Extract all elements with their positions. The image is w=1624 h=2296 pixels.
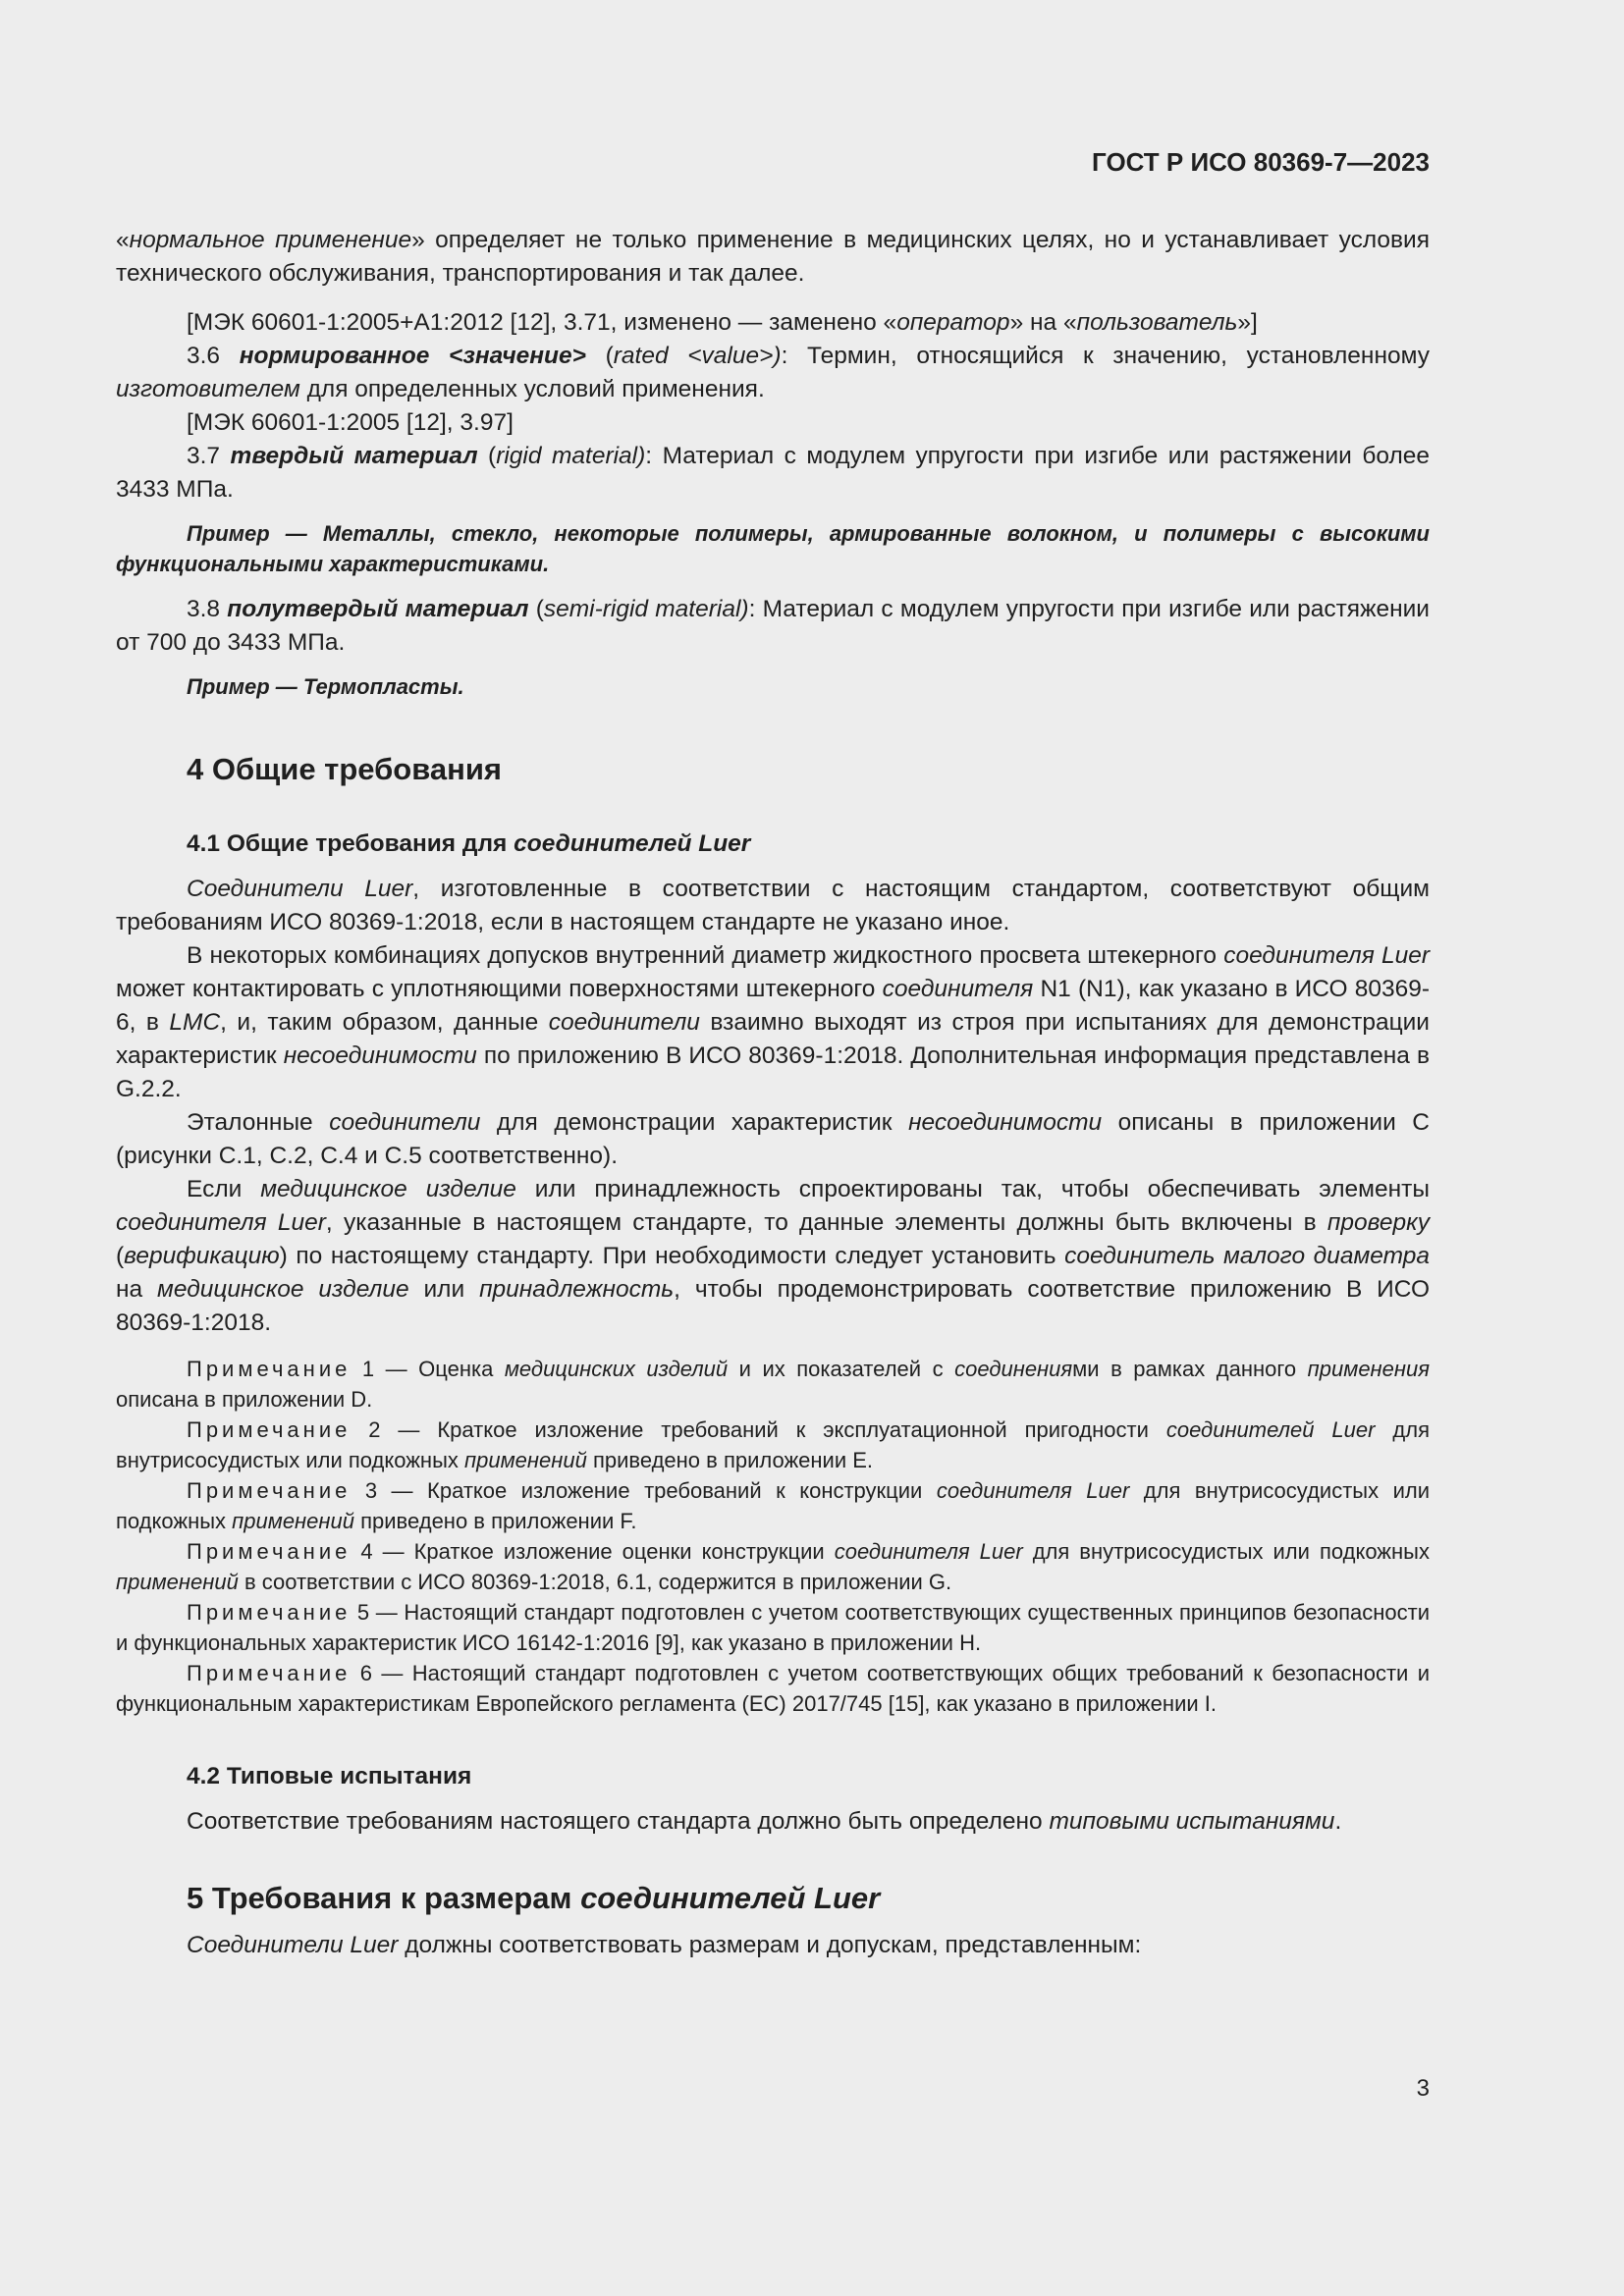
paragraph-4-1-d: Если медицинское изделие или принадлежность спроектированы так, чтобы обеспечивать элементы соединителя Luer, указанные в настоящем стандарте, то данные элементы должны быть включены в проверку (верификацию) по настоящему стандарту. При необходимости следует установить соединитель малого диаметра на медицинское изделие или принадлежность, чтобы продемонстрировать соответствие приложению В ИСО 80369-1:2018. (116, 1176, 1431, 1336)
section-4-1-heading: 4.1 Общие требования для соединителей Luer (187, 830, 751, 857)
paragraph-4-1-c: Эталонные соединители для демонстрации характеристик несоединимости описаны в приложении С (рисунки С.1, С.2, С.4 и С.5 соответственно). (116, 1109, 1430, 1169)
note-5: Примечание 5 — Настоящий стандарт подготовлен с учетом соответствующих существенных принципов безопасности и функциональных характеристик ИСО 16142-1:2016 [9], как указано в приложении H. (116, 1600, 1430, 1655)
term-3-7: 3.7 твердый материал (rigid material): Материал с модулем упругости при изгибе или растяжении более 3433 МПа. (116, 443, 1430, 503)
note-4: Примечание 4 — Краткое изложение оценки конструкции соединителя Luer для внутрисосудистых или подкожных применений в соответствии с ИСО 80369-1:2018, 6.1, содержится в приложении G. (116, 1539, 1430, 1594)
reference-iec-1: [МЭК 60601-1:2005+A1:2012 [12], 3.71, изменено — заменено «оператор» на «пользователь»] (187, 309, 1258, 336)
reference-iec-2: [МЭК 60601-1:2005 [12], 3.97] (187, 409, 514, 436)
term-3-8: 3.8 полутвердый материал (semi-rigid material): Материал с модулем упругости при изгибе или растяжении от 700 до 3433 МПа. (116, 596, 1430, 656)
section-4-2-heading: 4.2 Типовые испытания (187, 1763, 472, 1789)
paragraph-normal-use: «нормальное применение» определяет не только применение в медицинских целях, но и устанавливает условия технического обслуживания, транспортирования и так далее. (116, 227, 1430, 287)
paragraph-4-1-b: В некоторых комбинациях допусков внутренний диаметр жидкостного просвета штекерного соединителя Luer может контактировать с уплотняющими поверхностями штекерного соединителя N1 (N1), как указано в ИСО 80369-6, в LMC, и, таким образом, данные соединители взаимно выходят из строя при испытаниях для демонстрации характеристик несоединимости по приложению В ИСО 80369-1:2018. Дополнительная информация представлена в G.2.2. (116, 942, 1430, 1102)
paragraph-4-1-a: Соединители Luer, изготовленные в соответствии с настоящим стандартом, соответствуют общим требованиям ИСО 80369-1:2018, если в настоящем стандарте не указано иное. (116, 876, 1430, 935)
note-1: Примечание 1 — Оценка медицинских изделий и их показателей с соединениями в рамках данного применения описана в приложении D. (116, 1357, 1430, 1412)
paragraph-5: Соединители Luer должны соответствовать размерам и допускам, представленным: (187, 1932, 1142, 1958)
paragraph-4-2: Соответствие требованиям настоящего стандарта должно быть определено типовыми испытаниями. (187, 1808, 1342, 1835)
note-2: Примечание 2 — Краткое изложение требований к эксплуатационной пригодности соединителей Luer для внутрисосудистых или подкожных применений приведено в приложении E. (116, 1417, 1430, 1472)
content (116, 224, 1430, 1962)
document-page (116, 0, 1430, 2296)
page-number: 3 (1416, 2075, 1430, 2102)
note-6: Примечание 6 — Настоящий стандарт подготовлен с учетом соответствующих общих требований к безопасности и функциональным характеристикам Европейского регламента (ЕС) 2017/745 [15], как указано в приложении I. (116, 1661, 1430, 1716)
document-code: ГОСТ Р ИСО 80369-7—2023 (1092, 147, 1430, 177)
term-3-6: 3.6 нормированное <значение> (rated <value>): Термин, относящийся к значению, установленному изготовителем для определенных условий применения. (116, 343, 1430, 402)
example-semi-rigid: Пример — Термопласты. (187, 674, 464, 699)
section-4-heading: 4 Общие требования (187, 752, 502, 786)
example-rigid: Пример — Металлы, стекло, некоторые полимеры, армированные волокном, и полимеры с высокими функциональными характеристиками. (116, 521, 1430, 576)
note-3: Примечание 3 — Краткое изложение требований к конструкции соединителя Luer для внутрисосудистых или подкожных применений приведено в приложении F. (116, 1478, 1430, 1533)
section-5-heading: 5 Требования к размерам соединителей Luer (187, 1881, 881, 1915)
